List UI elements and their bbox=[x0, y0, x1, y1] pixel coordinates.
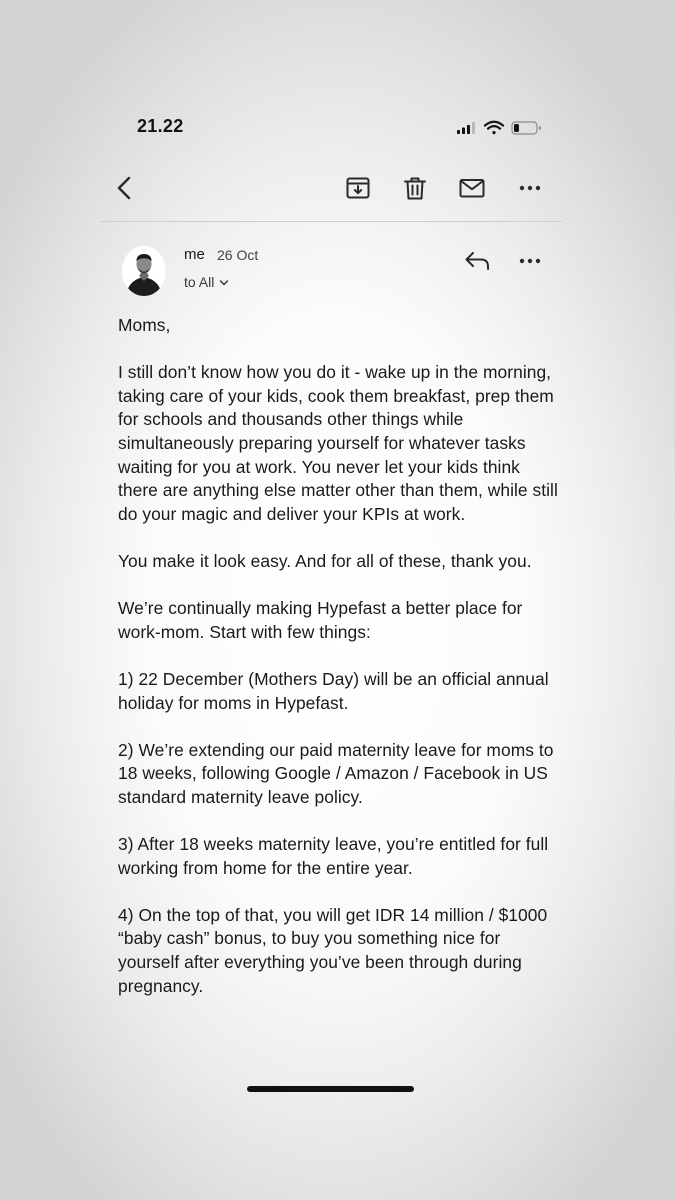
sender-name: me bbox=[184, 246, 205, 263]
mail-button[interactable] bbox=[458, 174, 486, 202]
reply-button[interactable] bbox=[463, 247, 493, 275]
recipient-label: to All bbox=[184, 274, 215, 290]
recipient-toggle[interactable] bbox=[184, 274, 229, 290]
battery-low-icon bbox=[512, 122, 541, 134]
more-button[interactable] bbox=[516, 174, 544, 202]
trash-icon bbox=[401, 174, 429, 202]
more-icon bbox=[516, 174, 544, 202]
toolbar-divider bbox=[100, 221, 562, 222]
email-body bbox=[118, 314, 558, 1022]
email-paragraph: I still don’t know how you do it - wake up in the morning, taking care of your kids, cook them breakfast, prep them for schools and thousands other things while simultaneously preparing yourself for whatever tasks waiting for you at work. You never let your kids think there are anything else matter other than them, while still do your magic and deliver your KPIs at work. bbox=[118, 362, 558, 524]
archive-button[interactable] bbox=[344, 174, 372, 202]
email-paragraph: 4) On the top of that, you will get IDR 14 million / $1000 “baby cash” bonus, to buy you something nice for yourself after everything you’ve been through during pregnancy. bbox=[118, 904, 548, 996]
delete-button[interactable] bbox=[401, 174, 429, 202]
archive-icon bbox=[344, 174, 372, 202]
home-indicator[interactable] bbox=[247, 1086, 414, 1092]
email-paragraph: You make it look easy. And for all of these, thank you. bbox=[118, 550, 532, 571]
avatar[interactable] bbox=[122, 246, 166, 296]
mail-icon bbox=[458, 174, 486, 202]
more-icon bbox=[516, 247, 544, 275]
email-paragraph: 1) 22 December (Mothers Day) will be an official annual holiday for moms in Hypefast. bbox=[118, 668, 549, 713]
email-paragraph: 2) We’re extending our paid maternity leave for moms to 18 weeks, following Google / Amazon / Facebook in US standard maternity leave policy. bbox=[118, 739, 554, 807]
email-paragraph: We’re continually making Hypefast a better place for work-mom. Start with few things: bbox=[118, 598, 523, 642]
back-button[interactable] bbox=[112, 174, 140, 202]
wifi-icon bbox=[485, 122, 503, 134]
email-paragraph: 3) After 18 weeks maternity leave, you’re entitled for full working from home for the entire year. bbox=[118, 834, 549, 878]
back-icon bbox=[112, 174, 140, 202]
chevron-down-icon bbox=[219, 279, 229, 287]
message-more-button[interactable] bbox=[516, 247, 544, 275]
cellular-signal-icon bbox=[457, 122, 475, 134]
status-time: 21.22 bbox=[137, 116, 184, 136]
email-greeting: Moms, bbox=[118, 315, 171, 335]
reply-icon bbox=[463, 247, 493, 275]
email-date: 26 Oct bbox=[217, 247, 259, 263]
status-icons bbox=[456, 119, 542, 137]
